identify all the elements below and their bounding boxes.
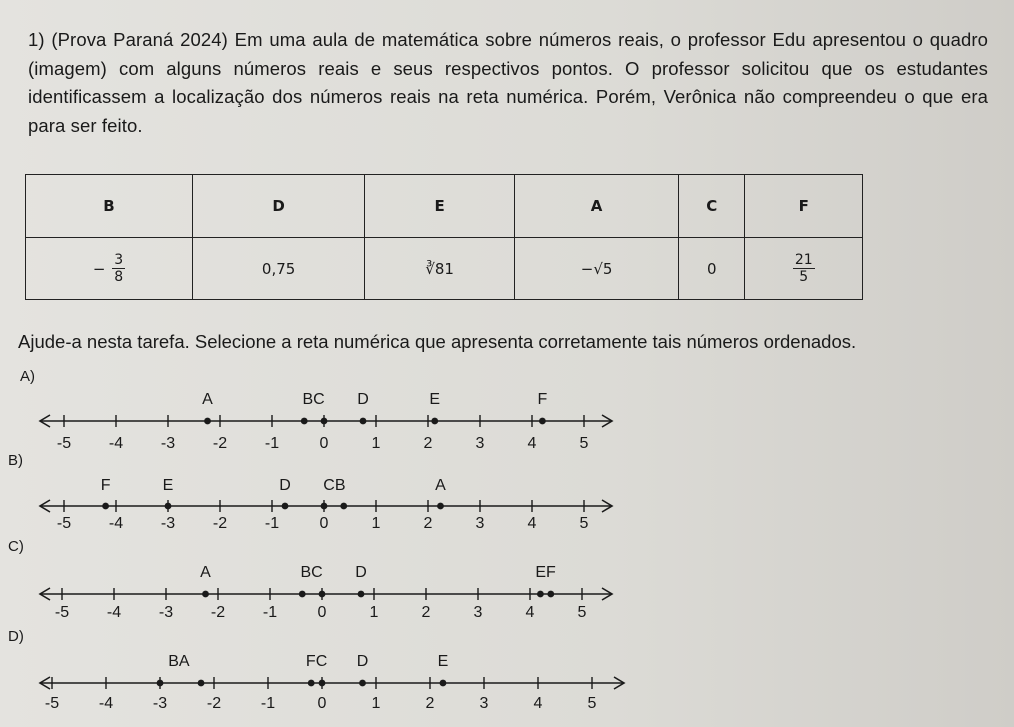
tick-label: 4 (527, 515, 537, 532)
table-header-c: C (679, 175, 745, 238)
point-marker-b (301, 418, 308, 425)
table-header-e: E (365, 175, 515, 238)
tick-label: 0 (317, 604, 327, 621)
point-marker-a (204, 418, 211, 425)
tick-label: 5 (577, 604, 587, 621)
table-value-c: 0 (679, 238, 745, 300)
tick-label: 1 (371, 515, 381, 532)
tick-label: -5 (54, 604, 70, 621)
point-marker-f (102, 503, 109, 510)
tick-label: -2 (212, 435, 228, 452)
point-label: FC (305, 653, 328, 670)
tick-label: 0 (319, 435, 329, 452)
tick-label: 1 (371, 695, 381, 712)
point-marker-f (547, 591, 554, 598)
point-marker-a (198, 680, 205, 687)
point-marker-e (165, 503, 172, 510)
table-value-e: ∛81 (365, 238, 515, 300)
point-label: E (437, 653, 449, 670)
point-marker-c (319, 591, 326, 598)
tick-label: 2 (421, 604, 431, 621)
option-d-label[interactable]: D) (8, 628, 24, 645)
point-label: BC (302, 391, 325, 408)
tick-label: 0 (319, 515, 329, 532)
point-marker-e (537, 591, 544, 598)
point-marker-b (340, 503, 347, 510)
tick-label: -2 (212, 515, 228, 532)
option-c-label[interactable]: C) (8, 538, 24, 555)
point-label: BA (168, 653, 190, 670)
table-header-a: A (515, 175, 679, 238)
tick-label: 4 (533, 695, 543, 712)
point-marker-d (360, 418, 367, 425)
point-label: EF (535, 564, 556, 581)
point-marker-f (539, 418, 546, 425)
point-label: E (429, 391, 441, 408)
tick-label: 1 (371, 435, 381, 452)
tick-label: 4 (527, 435, 537, 452)
tick-label: -5 (44, 695, 60, 712)
tick-label: -5 (56, 515, 72, 532)
table-header-b: B (26, 175, 193, 238)
fraction-numerator: 21 (794, 252, 813, 268)
tick-label: 5 (579, 435, 589, 452)
fraction-denominator: 8 (114, 269, 124, 285)
point-marker-c (321, 503, 328, 510)
table-header-d: D (192, 175, 364, 238)
point-marker-a (437, 503, 444, 510)
tick-label: 2 (423, 515, 433, 532)
tick-label: 3 (473, 604, 483, 621)
point-label: A (435, 477, 446, 494)
point-label: A (200, 564, 211, 581)
tick-label: -1 (264, 435, 280, 452)
point-marker-d (359, 680, 366, 687)
tick-label: 3 (475, 435, 485, 452)
tick-label: -1 (262, 604, 278, 621)
tick-label: 3 (479, 695, 489, 712)
tick-label: 0 (317, 695, 327, 712)
tick-label: -4 (106, 604, 122, 621)
point-marker-d (358, 591, 365, 598)
point-marker-d (282, 503, 289, 510)
point-marker-a (202, 591, 209, 598)
minus-sign: − (92, 259, 106, 278)
point-marker-e (440, 680, 447, 687)
point-marker-b (299, 591, 306, 598)
tick-label: 5 (587, 695, 597, 712)
point-label: D (356, 653, 369, 670)
tick-label: -3 (152, 695, 168, 712)
table-value-d: 0,75 (192, 238, 364, 300)
tick-label: -4 (98, 695, 114, 712)
point-marker-c (319, 680, 326, 687)
point-label: BC (300, 564, 323, 581)
tick-label: -3 (158, 604, 174, 621)
point-label: A (202, 391, 213, 408)
option-b-label[interactable]: B) (8, 452, 23, 469)
tick-label: -3 (160, 435, 176, 452)
table-header-f: F (745, 175, 863, 238)
point-marker-f (308, 680, 315, 687)
fraction-numerator: 3 (114, 252, 124, 268)
tick-label: -4 (108, 515, 124, 532)
question-text: 1) (Prova Paraná 2024) Em uma aula de matemática sobre números reais, o professor Edu apresentou o quadro (imagem) com alguns números reais e seus respectivos pontos. O professor solicitou que os estudantes identificassem a localização dos números reais na reta numérica. Porém, Verônica não compreendeu o que era para ser feito. (28, 29, 988, 136)
point-marker-c (321, 418, 328, 425)
point-label: CB (323, 477, 346, 494)
tick-label: 4 (525, 604, 535, 621)
tick-label: 2 (423, 435, 433, 452)
tick-label: -1 (260, 695, 276, 712)
point-label: E (162, 477, 174, 494)
tick-label: 2 (425, 695, 435, 712)
fraction-denominator: 5 (799, 269, 809, 285)
tick-label: 1 (369, 604, 379, 621)
option-a-label[interactable]: A) (20, 368, 35, 385)
instruction-text: Ajude-a nesta tarefa. Selecione a reta numérica que apresenta corretamente tais números ordenados. (18, 331, 857, 352)
point-label: F (537, 391, 548, 408)
tick-label: -2 (206, 695, 222, 712)
point-label: D (355, 564, 367, 581)
tick-label: -1 (264, 515, 280, 532)
tick-label: -3 (160, 515, 176, 532)
tick-label: -5 (56, 435, 72, 452)
point-label: F (100, 477, 111, 494)
table-value-a: −√5 (515, 238, 679, 300)
point-marker-e (431, 418, 438, 425)
point-label: D (279, 477, 291, 494)
tick-label: -2 (210, 604, 226, 621)
tick-label: 3 (475, 515, 485, 532)
point-marker-b (157, 680, 164, 687)
point-label: D (357, 391, 369, 408)
tick-label: -4 (108, 435, 124, 452)
tick-label: 5 (579, 515, 589, 532)
